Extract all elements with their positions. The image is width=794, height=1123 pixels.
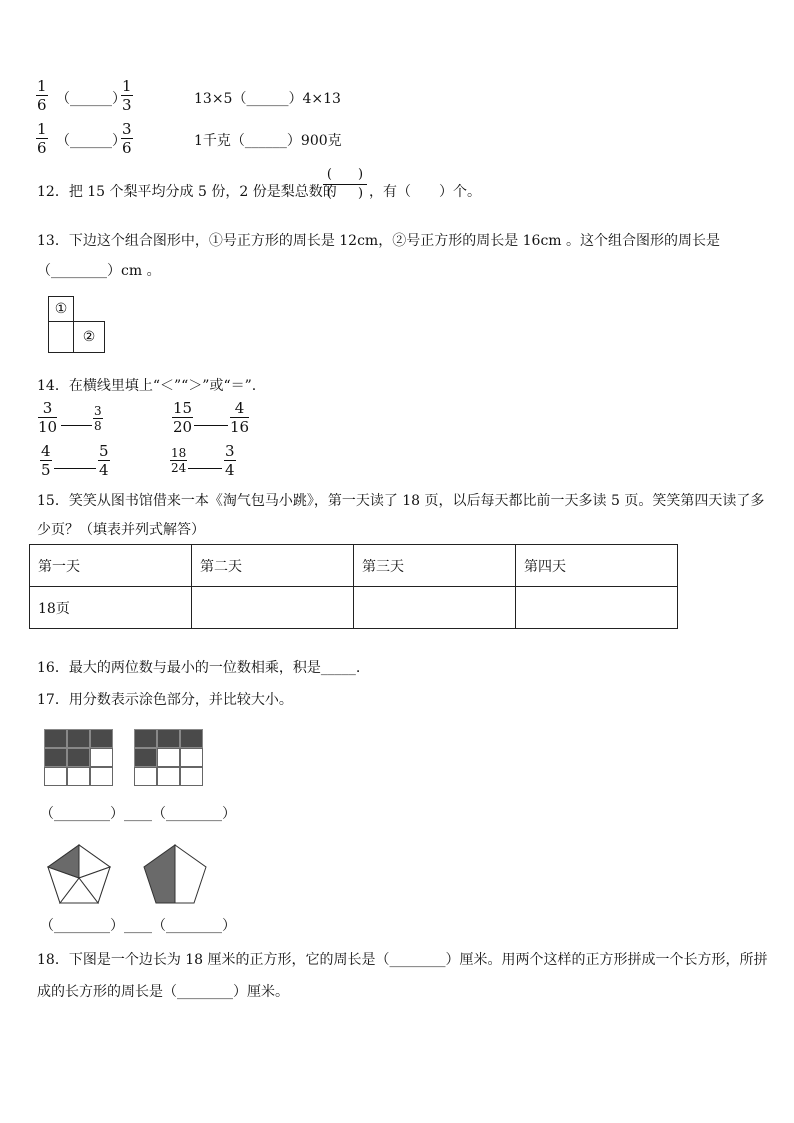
fraction: $\frac{4}{16}$	[230, 399, 250, 436]
pentagon-a	[44, 842, 114, 906]
shaded-grid-a	[44, 729, 113, 786]
grid-cell	[90, 767, 113, 786]
grid-cell	[90, 748, 113, 767]
grid-cell	[134, 767, 157, 786]
question-15-text-2: 少页？（填表并列式解答）	[37, 522, 205, 538]
fraction: $\frac{3}{4}$	[225, 442, 235, 479]
table-cell: 18页	[30, 587, 192, 629]
fraction: $\frac{18}{24}$	[171, 446, 187, 475]
table-cell-blank[interactable]	[192, 587, 354, 629]
compare-blank[interactable]: ______	[244, 133, 287, 149]
fraction: $\frac{3}{10}$	[38, 399, 58, 436]
question-18-text: 18．下图是一个边长为 18 厘米的正方形，它的周长是（________）厘米。用两个这样的正方形拼成一个长方形，所拼	[37, 952, 768, 968]
compare-blank[interactable]: （______）	[56, 133, 126, 149]
question-16-text: 16．最大的两位数与最小的一位数相乘，积是_____.	[37, 660, 361, 676]
table-row	[30, 587, 678, 629]
grid-cell	[157, 767, 180, 786]
compare-expression: 13×5（______）4×13	[194, 91, 341, 107]
table-header-row	[30, 545, 678, 587]
grid-cell	[67, 767, 90, 786]
grid-cell-shaded	[67, 748, 90, 767]
grid-cell-shaded	[157, 729, 180, 748]
table-header-cell: 第三天	[354, 545, 516, 587]
answer-line[interactable]	[61, 425, 92, 426]
question-13-text: 13．下边这个组合图形中，①号正方形的周长是 12cm，②号正方形的周长是 16cm 。这个组合图形的周长是	[37, 233, 721, 249]
compare-blank[interactable]: （______）	[56, 91, 126, 107]
pentagon-shaded-half	[144, 845, 175, 903]
fraction: $\frac{15}{20}$	[173, 399, 193, 436]
fraction-1-6: $\frac{1}{6}$	[37, 120, 47, 157]
answer-line[interactable]: （________）____（________）	[40, 806, 236, 822]
fraction-3-6: $\frac{3}{6}$	[122, 120, 132, 157]
compare-expression: 1千克（______）900克	[194, 133, 342, 149]
fraction: $\frac{4}{5}$	[41, 442, 51, 479]
table-cell-blank[interactable]	[516, 587, 678, 629]
grid-cell	[180, 767, 203, 786]
square-1: ①	[48, 296, 74, 322]
grid-cell	[44, 767, 67, 786]
question-14-title: 14．在横线里填上“＜”“＞”或“＝”.	[37, 378, 257, 394]
grid-cell-shaded	[90, 729, 113, 748]
grid-cell-shaded	[44, 729, 67, 748]
compare-blank[interactable]: ______	[246, 91, 289, 107]
table-header-cell: 第一天	[30, 545, 192, 587]
answer-line[interactable]	[188, 468, 222, 469]
question-13-answer[interactable]: （________）cm 。	[37, 263, 161, 279]
fraction-1-6: $\frac{1}{6}$	[37, 77, 47, 114]
table-header-cell: 第二天	[192, 545, 354, 587]
pentagon-half	[175, 845, 206, 903]
grid-cell	[180, 748, 203, 767]
pentagon-b	[140, 842, 210, 906]
question-12-text: 12．把 15 个梨平均分成 5 份，2 份是梨总数的	[37, 184, 337, 200]
question-15-text: 15．笑笑从图书馆借来一本《淘气包马小跳》，第一天读了 18 页，以后每天都比前一天多读 5 页。笑笑第四天读了多	[37, 493, 765, 509]
reading-table	[29, 544, 678, 629]
question-18-text-2: 成的长方形的周长是（________）厘米。	[37, 984, 289, 1000]
fraction: $\frac{5}{4}$	[99, 442, 109, 479]
table-cell-blank[interactable]	[354, 587, 516, 629]
answer-line[interactable]	[194, 425, 228, 426]
question-12-tail: ，有（ ）个。	[369, 184, 481, 200]
answer-line[interactable]: （________）____（________）	[40, 918, 236, 934]
fraction-1-3: $\frac{1}{3}$	[122, 77, 132, 114]
square-1-lower	[48, 321, 74, 353]
answer-line[interactable]	[54, 468, 96, 469]
grid-cell	[157, 748, 180, 767]
fraction-blank[interactable]: ( ) ( )	[323, 166, 367, 203]
table-header-cell: 第四天	[516, 545, 678, 587]
grid-cell-shaded	[134, 748, 157, 767]
shaded-grid-b	[134, 729, 203, 786]
grid-cell-shaded	[134, 729, 157, 748]
grid-cell-shaded	[180, 729, 203, 748]
fraction: $\frac{3}{8}$	[94, 404, 102, 433]
grid-cell-shaded	[44, 748, 67, 767]
question-17-title: 17．用分数表示涂色部分，并比较大小。	[37, 692, 293, 708]
square-2: ②	[73, 321, 105, 353]
grid-cell-shaded	[67, 729, 90, 748]
